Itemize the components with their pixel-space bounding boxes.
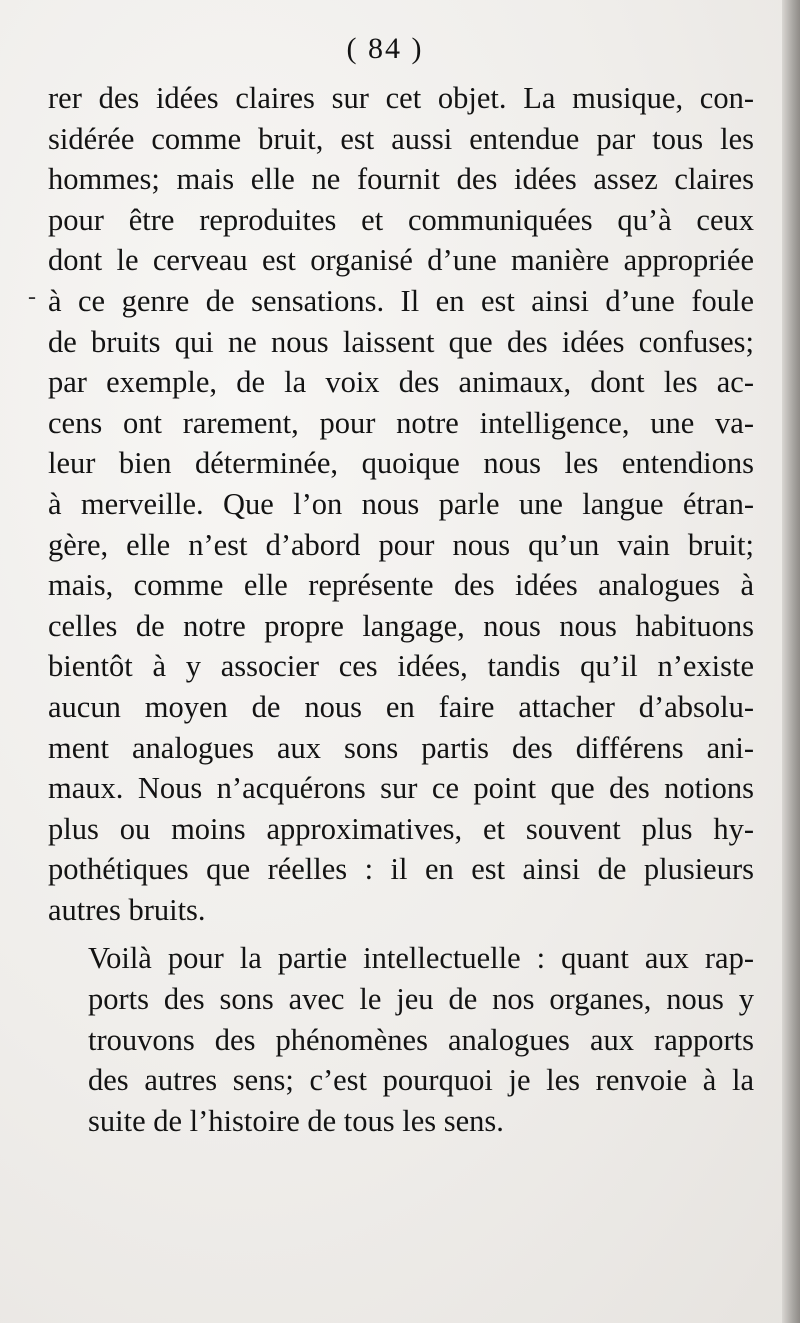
text-line: plus ou moins approximatives, et souvent plus hy- xyxy=(48,811,754,846)
text-line: cens ont rarement, pour notre intelligence, une va- xyxy=(48,405,754,440)
text-line: Voilà pour la partie intellectuelle : quant aux rap- xyxy=(88,941,754,976)
text-line: leur bien déterminée, quoique nous les entendions xyxy=(48,446,754,481)
margin-mark: - xyxy=(28,284,36,310)
text-line: bientôt à y associer ces idées, tandis qu’il n’existe xyxy=(48,649,754,684)
text-line: à ce genre de sensations. Il en est ainsi d’une foule xyxy=(48,283,754,318)
page-edge-shadow xyxy=(782,0,800,1323)
text-line: de bruits qui ne nous laissent que des idées confuses; xyxy=(48,324,754,359)
text-line: hommes; mais elle ne fournit des idées assez claires xyxy=(48,162,754,197)
text-line: maux. Nous n’acquérons sur ce point que des notions xyxy=(48,771,754,806)
text-line: pour être reproduites et communiquées qu’à ceux xyxy=(48,202,754,237)
text-line: gère, elle n’est d’abord pour nous qu’un vain bruit; xyxy=(48,527,754,562)
page-number: ( 84 ) xyxy=(346,32,424,65)
text-line: trouvons des phénomènes analogues aux rapports xyxy=(88,1022,754,1057)
text-line: ports des sons avec le jeu de nos organes, nous y xyxy=(88,982,754,1017)
paragraph-2 xyxy=(48,938,754,1141)
text-line: autres bruits. xyxy=(48,892,206,927)
text-line: sidérée comme bruit, est aussi entendue par tous les xyxy=(48,121,754,156)
text-line: pothétiques que réelles : il en est ainsi de plusieurs xyxy=(48,852,754,887)
body-text xyxy=(48,78,754,1141)
paragraph-1 xyxy=(48,78,754,930)
text-line: aucun moyen de nous en faire attacher d’absolu- xyxy=(48,689,754,724)
text-line: mais, comme elle représente des idées analogues à xyxy=(48,568,754,603)
text-line: par exemple, de la voix des animaux, dont les ac- xyxy=(48,365,754,400)
text-line: ment analogues aux sons partis des différens ani- xyxy=(48,730,754,765)
text-line: suite de l’histoire de tous les sens. xyxy=(88,1103,504,1138)
text-line: rer des idées claires sur cet objet. La musique, con- xyxy=(48,81,754,115)
text-line: celles de notre propre langage, nous nous habituons xyxy=(48,608,754,643)
text-line: des autres sens; c’est pourquoi je les renvoie à la xyxy=(88,1063,754,1098)
text-line: à merveille. Que l’on nous parle une langue étran- xyxy=(48,486,754,521)
text-line: dont le cerveau est organisé d’une manière appropriée xyxy=(48,243,754,278)
